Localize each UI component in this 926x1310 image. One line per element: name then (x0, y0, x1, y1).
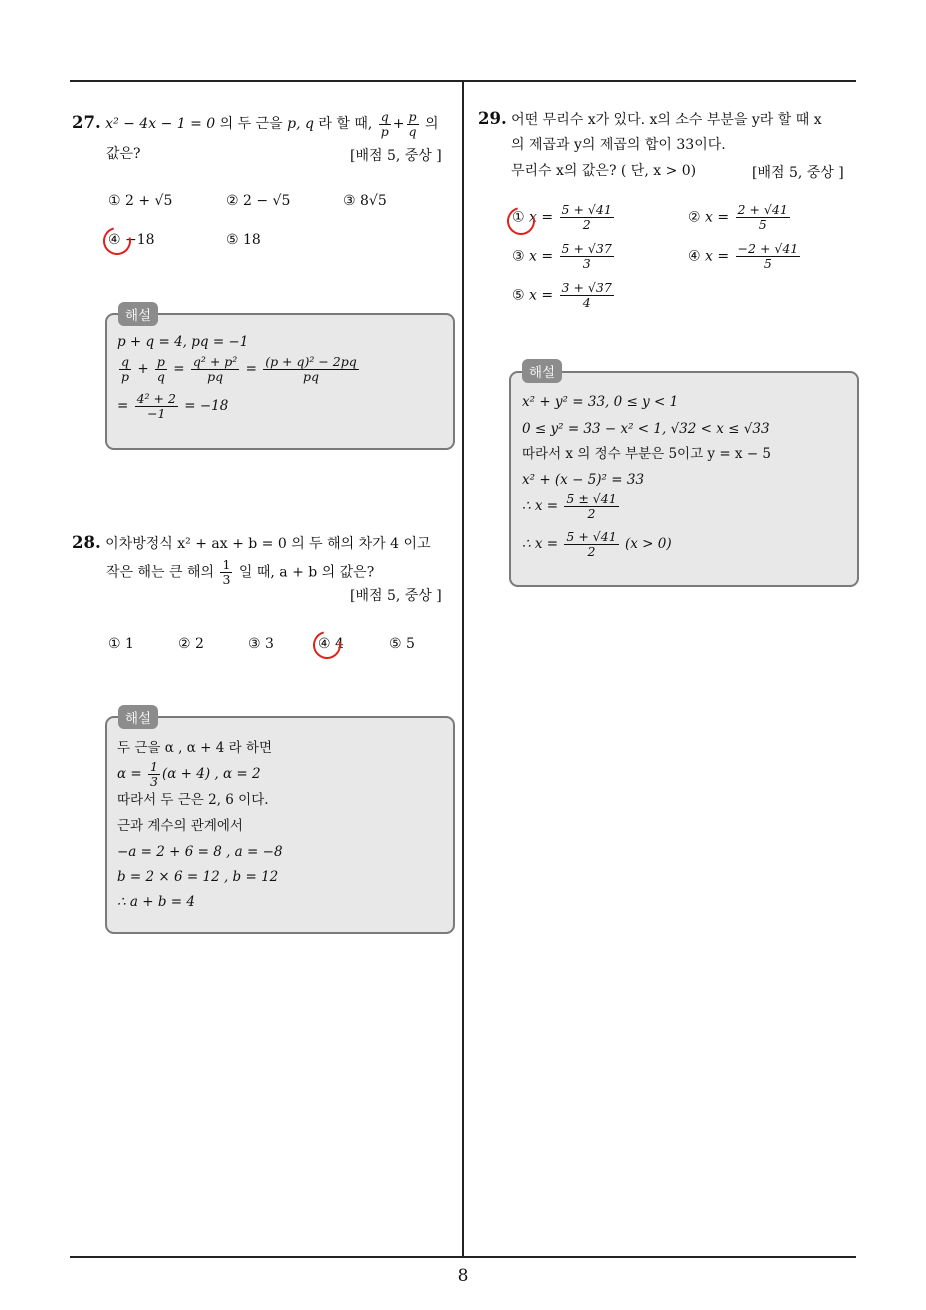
score-label: [배점 5, 중상 ] (350, 148, 442, 164)
solution-line: 따라서 x 의 정수 부분은 5이고 y = x − 5 (522, 446, 772, 462)
solution-line-fraction: ∴ x = $\frac{5 + √41}{2}$ (x > 0) (522, 529, 672, 559)
bottom-rule (70, 1256, 856, 1258)
choice-3[interactable]: ③ x = $\frac{5 + √37}{3}$ (512, 241, 612, 271)
choice-2[interactable]: ② 2 − √5 (226, 193, 291, 209)
choice-4[interactable]: ④ 4 (318, 636, 344, 652)
choice-1[interactable]: ① x = $\frac{5 + √41}{2}$ (512, 202, 612, 232)
choice-2[interactable]: ② x = $\frac{2 + √41}{5}$ (688, 202, 788, 232)
choice-1[interactable]: ① 1 (108, 636, 134, 652)
question-text: 어떤 무리수 x가 있다. x의 소수 부분을 y라 할 때 x (511, 112, 822, 128)
question-number: 27. (72, 113, 101, 132)
question-27: 27. x² − 4x − 1 = 0 의 두 근을 p, q 라 할 때, $\frac{q}{p}$ + $\frac{p}{q}$ 의 (72, 108, 439, 139)
question-29-line2: 의 제곱과 y의 제곱의 합이 33이다. (511, 137, 726, 153)
solution-line-result: = $\frac{\text{4² + 2}}{-1}$ = −18 (117, 391, 229, 421)
question-28 (72, 528, 431, 559)
question-28-line2: 작은 해는 큰 해의 $\frac{1}{3}$ 일 때, a + b 의 값은? (106, 557, 375, 587)
fraction-q-over-p: $\frac{q}{p}$ (380, 108, 389, 139)
choice-1[interactable]: ① 2 + √5 (108, 193, 173, 209)
choice-2[interactable]: ② 2 (178, 636, 204, 652)
solution-tag: 해설 (118, 302, 158, 326)
solution-line: x² + (x − 5)² = 33 (522, 472, 645, 488)
solution-line: 두 근을 α , α + 4 라 하면 (117, 740, 273, 756)
choice-3[interactable]: ③ 3 (248, 636, 274, 652)
question-29-line3: 무리수 x의 값은? ( 단, x > 0) (511, 163, 697, 179)
solution-line: b = 2 × 6 = 12 , b = 12 (117, 869, 279, 885)
solution-line: ∴ a + b = 4 (117, 894, 195, 910)
score-label: [배점 5, 중상 ] (752, 165, 844, 181)
solution-line-fraction: ∴ x = $\frac{5 \pm √41}{2}$ (522, 491, 617, 521)
fraction-p-over-q: $\frac{p}{q}$ (408, 108, 417, 139)
question-number: 28. (72, 533, 101, 552)
choice-4[interactable]: ④ x = $\frac{-2 + √41}{5}$ (688, 241, 799, 271)
solution-line-fraction: α = $\frac{1}{3}$ (α + 4) , α = 2 (117, 759, 261, 789)
question-text: 이차방정식 x² + ax + b = 0 의 두 해의 차가 4 이고 (105, 536, 431, 552)
page-number: 8 (457, 1266, 469, 1286)
choice-5[interactable]: ⑤ 18 (226, 232, 261, 248)
question-27-line2: 값은? (106, 146, 141, 162)
question-text: 라 할 때, (318, 116, 373, 132)
score-label: [배점 5, 중상 ] (350, 588, 442, 604)
solution-line: 따라서 두 근은 2, 6 이다. (117, 792, 269, 808)
answer-circle-mark (308, 626, 346, 664)
question-number: 29. (478, 109, 507, 128)
solution-line: 0 ≤ y² = 33 − x² < 1, √32 < x ≤ √33 (522, 421, 770, 437)
choice-5[interactable]: ⑤ x = $\frac{3 + √37}{4}$ (512, 280, 612, 310)
choice-5[interactable]: ⑤ 5 (389, 636, 415, 652)
variables: p, q (287, 116, 314, 132)
choice-3[interactable]: ③ 8√5 (343, 193, 387, 209)
choice-4[interactable]: ④ −18 (108, 232, 155, 248)
solution-line: p + q = 4, pq = −1 (117, 334, 249, 350)
equation: x² − 4x − 1 = 0 (105, 116, 216, 132)
solution-line-fractions: $\frac{q}{p}$ + $\frac{p}{q}$ = $\frac{\text{q² + p²}}{pq}$ = $\frac{\text{(p + q)² − 2pq}}{pq}$ (121, 354, 357, 384)
column-divider (462, 82, 464, 1256)
solution-line: 근과 계수의 관계에서 (117, 818, 243, 834)
question-text: 의 (425, 116, 439, 132)
solution-tag: 해설 (522, 359, 562, 383)
question-text: 의 두 근을 (219, 116, 283, 132)
answer-circle-mark (98, 222, 136, 260)
solution-tag: 해설 (118, 705, 158, 729)
solution-line: −a = 2 + 6 = 8 , a = −8 (117, 844, 283, 860)
solution-line: x² + y² = 33, 0 ≤ y < 1 (522, 394, 679, 410)
